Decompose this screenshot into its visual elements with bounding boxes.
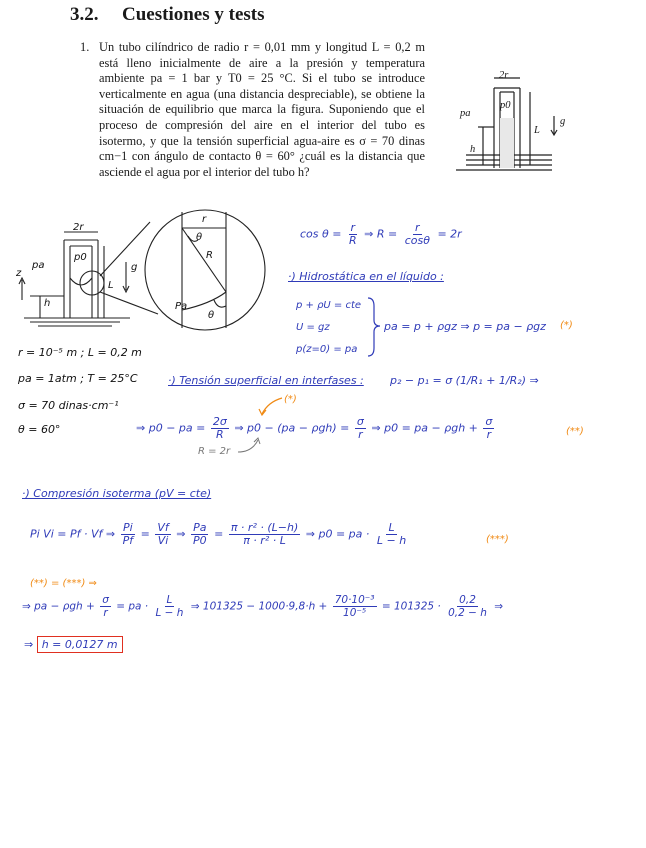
sketch-label-g: g	[131, 262, 138, 273]
zoom-label-pa: Pa	[175, 301, 188, 312]
final-combo: (**) = (***) ⇒	[30, 578, 97, 589]
laplace-formula: p₂ − p₁ = σ (1/R₁ + 1/R₂) ⇒	[390, 374, 539, 387]
given-line-2: pa = 1atm ; T = 25°C	[18, 372, 138, 385]
final-answer: h = 0,0127 m	[37, 636, 123, 653]
zoom-label-theta-top: θ	[196, 232, 203, 243]
isothermal-tag: (***)	[486, 534, 509, 545]
geometry-relation: cos θ = $\frac{r}{R}$ ⇒ R = $\frac{r}{\cos\theta}$ = 2r	[300, 221, 462, 247]
hydrostatics-heading: ·) Hidrostática en el líquido :	[288, 270, 444, 283]
zoom-label-r: r	[202, 214, 207, 225]
isothermal-heading: ·) Compresión isoterma (pV = cte)	[22, 487, 212, 500]
isothermal-equation: Pi Vi = Pf · Vf ⇒ $\frac{Pi}{Pf}$ = $\frac{Vf}{Vi}$ ⇒ $\frac{Pa}{P0}$ = $\frac{\text{π · r² · (L−h)}}{\text{π · r² · L}}$ ⇒ p0 = pa · $\frac{L}{L - h}$	[30, 521, 407, 547]
figure-label-pa: pa	[460, 108, 471, 119]
figure-label-L: L	[534, 125, 540, 136]
figure-label-h: h	[470, 144, 476, 155]
figure-label-2r: 2r	[499, 70, 509, 81]
hydro-eq-3: p(z=0) = pa	[296, 344, 358, 355]
zoom-label-theta-bottom: θ	[208, 310, 215, 321]
hydro-result: pa = p + ρgz ⇒ p = pa − ρgz	[384, 320, 546, 333]
surface-tag-above: (*)	[284, 394, 297, 405]
hydro-eq-2: U = gz	[296, 322, 330, 333]
R-fraction: $\frac{r}{\cos\theta}$	[404, 221, 430, 247]
problem-text: Un tubo cilíndrico de radio r = 0,01 mm y longitud L = 0,2 m está lleno inicialmente de aire a la presión y temperatura ambiente pa = 1 bar y T0 = 25 °C. Si el tubo se introduce verticalmente en agua (una distancia despreciable), se obtiene la situación de equilibrio que marca la figura. Suponiendo que el proceso de compresión del aire en el interior del tubo es isotermo, y que la tensión superficial agua-aire es σ = 70 dinas cm−1 con ángulo de contacto θ = 60° ¿cuál es la distancia que asciende el agua por el interior del tubo h?	[99, 40, 425, 179]
cos-lhs: cos θ =	[300, 227, 342, 241]
problem-statement	[80, 40, 425, 180]
given-line-4: θ = 60°	[18, 423, 61, 436]
surface-note: R = 2r	[198, 446, 231, 457]
R-result: = 2r	[437, 227, 462, 241]
hydro-eq-1: p + ρU = cte	[296, 300, 362, 311]
problem-number: 1.	[80, 40, 90, 54]
figure-label-p0: p0	[500, 100, 511, 111]
hydro-tag: (*)	[560, 320, 573, 331]
sketch-label-z: z	[16, 268, 22, 279]
sketch-label-p0: p0	[74, 252, 87, 263]
R-lhs: R =	[376, 227, 398, 241]
given-line-1: r = 10⁻⁵ m ; L = 0,2 m	[18, 346, 142, 359]
zoom-label-R: R	[206, 250, 213, 261]
sketch-label-pa: pa	[32, 260, 45, 271]
sketch-label-2r: 2r	[73, 222, 84, 233]
final-answer-line: ⇒ h = 0,0127 m	[24, 638, 123, 651]
section-title: Cuestiones y tests	[122, 4, 265, 25]
cos-fraction: $\frac{r}{R}$	[348, 221, 357, 247]
surface-tag: (**)	[566, 426, 584, 437]
section-number: 3.2.	[70, 4, 99, 25]
figure-label-g: g	[560, 116, 566, 127]
surface-tension-heading: ·) Tensión superficial en interfases :	[168, 374, 364, 387]
sketch-label-h: h	[44, 298, 51, 309]
given-line-3: σ = 70 dinas·cm⁻¹	[18, 399, 119, 412]
final-equation: ⇒ pa − ρgh + $\frac{\sigma}{r}$ = pa · $\frac{L}{L - h}$ ⇒ 101325 − 1000·9,8·h + $\frac{\text{70·10⁻³}}{\text{10⁻⁵}}$ = 101325 · $\frac{0,2}{0,2 - h}$ ⇒	[22, 594, 504, 619]
surface-step: ⇒ p0 − pa = $\frac{2\sigma}{R}$ ⇒ p0 − (pa − ρgh) = $\frac{\sigma}{r}$ ⇒ p0 = pa − ρgh + $\frac{\sigma}{r}$	[136, 415, 493, 441]
sketch-label-L: L	[108, 280, 114, 291]
